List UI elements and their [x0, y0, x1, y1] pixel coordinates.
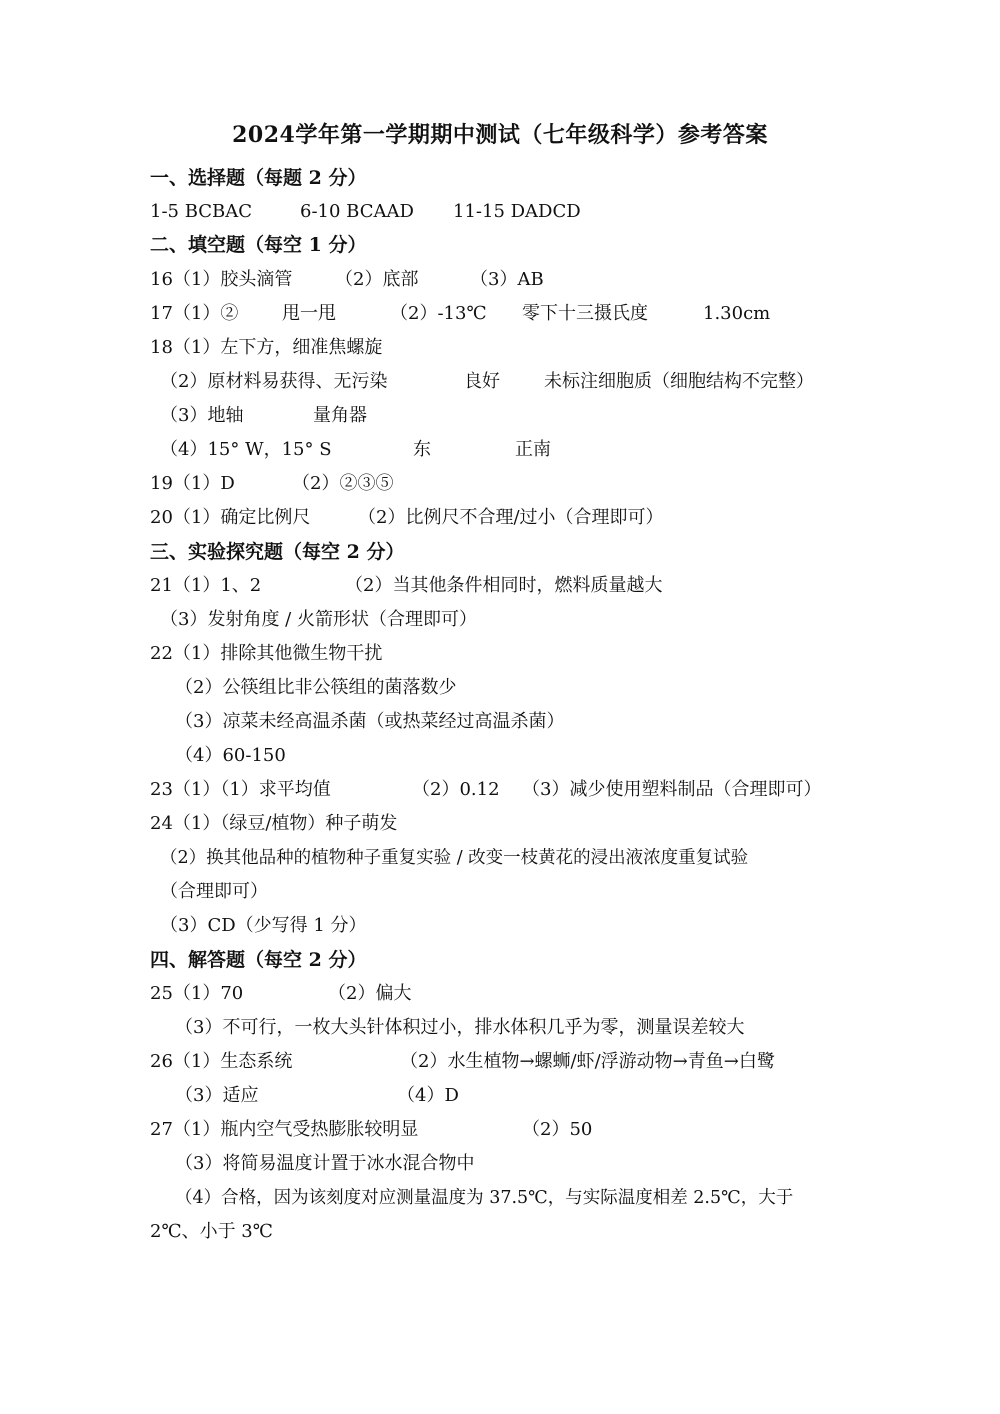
answer-22-2: （2）公筷组比非公筷组的菌落数少	[175, 677, 457, 698]
answer-18-2b: 良好	[464, 371, 500, 392]
answer-18-2c: 未标注细胞质（细胞结构不完整）	[544, 371, 814, 392]
answer-19-2: （2）②③⑤	[292, 473, 394, 494]
answer-18-3b: 量角器	[313, 405, 367, 426]
answer-row-20	[150, 503, 850, 533]
answer-16-2: （2）底部	[335, 269, 419, 290]
answer-row-18-3	[160, 401, 850, 431]
answer-row-24-2-cont	[160, 877, 850, 907]
answer-18-1: 18（1）左下方，细准焦螺旋	[150, 337, 383, 358]
answer-27-1: 27（1）瓶内空气受热膨胀较明显	[150, 1119, 419, 1140]
answer-21-2: （2）当其他条件相同时，燃料质量越大	[345, 575, 663, 596]
page-title: 2024学年第一学期期中测试（七年级科学）参考答案	[232, 122, 768, 148]
answer-18-4c: 正南	[515, 439, 551, 460]
answer-row-17	[150, 299, 850, 329]
answer-row-26	[150, 1047, 850, 1077]
answer-26-3: （3）适应	[175, 1085, 259, 1106]
answer-row-22-4	[175, 741, 850, 771]
answer-22-1: 22（1）排除其他微生物干扰	[150, 643, 383, 664]
answer-row-19	[150, 469, 850, 499]
answer-21-3: （3）发射角度 / 火箭形状（合理即可）	[160, 609, 477, 630]
answer-25-1: 25（1）70	[150, 983, 244, 1004]
answer-26-2: （2）水生植物→螺蛳/虾/浮游动物→青鱼→白鹭	[400, 1051, 775, 1072]
answer-17-3: 1.30cm	[703, 303, 771, 324]
answer-20-1: 20（1）确定比例尺	[150, 507, 311, 528]
answer-17-2: （2）-13℃	[390, 303, 487, 324]
answer-25-2: （2）偏大	[328, 983, 412, 1004]
answer-row-22-1	[150, 639, 850, 669]
answer-22-3: （3）凉菜未经高温杀菌（或热菜经过高温杀菌）	[175, 711, 565, 732]
answer-row-25	[150, 979, 850, 1009]
answer-23-2: （2）0.12	[412, 779, 500, 800]
answer-24-2-cont: （合理即可）	[160, 881, 268, 902]
answer-17-1: 17（1）②	[150, 303, 239, 324]
answer-27-4: （4）合格，因为该刻度对应测量温度为 37.5℃，与实际温度相差 2.5℃，大于	[175, 1188, 794, 1208]
answer-27-2: （2）50	[522, 1119, 593, 1140]
answer-row-23	[150, 775, 850, 805]
answer-row-27	[150, 1115, 850, 1145]
answer-18-4: （4）15° W，15° S	[160, 439, 332, 460]
answer-18-3: （3）地轴	[160, 405, 244, 426]
answer-25-3: （3）不可行，一枚大头针体积过小，排水体积几乎为零，测量误差较大	[175, 1017, 745, 1038]
answer-11-15: 11-15 DADCD	[453, 201, 581, 222]
answer-row-27-4-cont	[150, 1217, 850, 1247]
answer-19-1: 19（1）D	[150, 473, 235, 494]
answer-26-1: 26（1）生态系统	[150, 1051, 293, 1072]
answer-row-22-2	[175, 673, 850, 703]
answer-row-24-2	[160, 843, 850, 873]
answer-27-3: （3）将简易温度计置于冰水混合物中	[175, 1153, 475, 1174]
answer-21-1: 21（1）1、2	[150, 575, 262, 596]
section-heading-choice: 一、选择题（每题 2 分）	[150, 167, 367, 189]
answer-16-3: （3）AB	[470, 269, 544, 290]
answer-row-24-1	[150, 809, 850, 839]
answer-24-1: 24（1）（绿豆/植物）种子萌发	[150, 813, 398, 834]
answer-22-4: （4）60-150	[175, 745, 286, 766]
answer-row-22-3	[175, 707, 850, 737]
answer-23-3: （3）减少使用塑料制品（合理即可）	[522, 779, 822, 800]
answer-20-2: （2）比例尺不合理/过小（合理即可）	[358, 507, 664, 528]
answer-23-1: 23（1）（1）求平均值	[150, 779, 331, 800]
answer-row-21-3	[160, 605, 850, 635]
answer-17-2b: 零下十三摄氏度	[522, 303, 648, 324]
answer-26-4: （4）D	[397, 1085, 459, 1106]
answer-24-3: （3）CD（少写得 1 分）	[160, 915, 367, 936]
answer-row-18-4	[160, 435, 850, 465]
answer-row-26-3	[175, 1081, 850, 1111]
answer-17-1b: 甩一甩	[282, 303, 336, 324]
answer-18-2: （2）原材料易获得、无污染	[160, 371, 388, 392]
section-heading-experiment: 三、实验探究题（每空 2 分）	[150, 541, 405, 563]
answer-6-10: 6-10 BCAAD	[300, 201, 414, 222]
answer-24-2: （2）换其他品种的植物种子重复实验 / 改变一枝黄花的浸出液浓度重复试验	[160, 848, 749, 868]
answer-row-18-1	[150, 333, 850, 363]
answer-row-27-4	[175, 1183, 850, 1213]
answer-row-27-3	[175, 1149, 850, 1179]
answer-1-5: 1-5 BCBAC	[150, 201, 253, 222]
answer-row-1-15	[150, 197, 850, 227]
answer-row-24-3	[160, 911, 850, 941]
answer-row-21	[150, 571, 850, 601]
answer-row-18-2	[160, 367, 850, 397]
answer-27-4-cont: 2℃、小于 3℃	[150, 1221, 273, 1242]
answer-18-4b: 东	[413, 439, 431, 460]
section-heading-solve: 四、解答题（每空 2 分）	[150, 949, 367, 971]
section-heading-fill: 二、填空题（每空 1 分）	[150, 234, 367, 256]
answer-row-16	[150, 265, 850, 295]
answer-16-1: 16（1）胶头滴管	[150, 269, 293, 290]
answer-row-25-3	[175, 1013, 850, 1043]
